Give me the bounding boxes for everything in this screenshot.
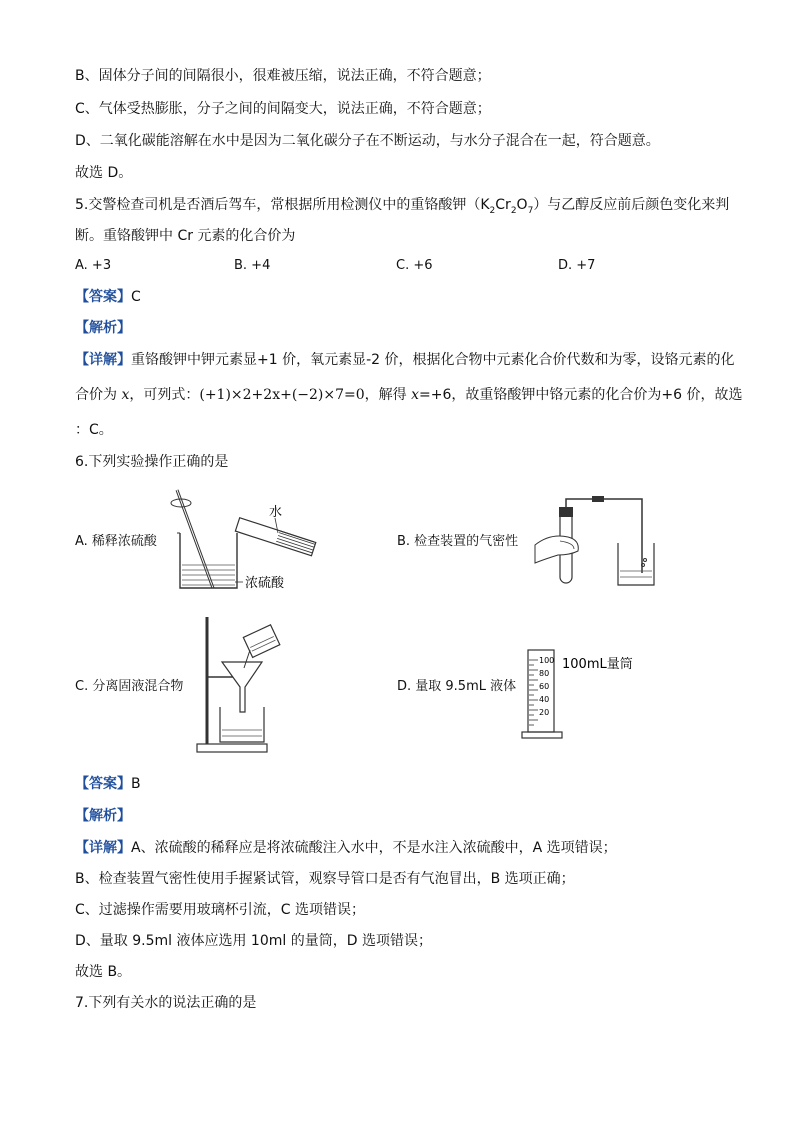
q6-option-a: A. 稀释浓硫酸 bbox=[75, 534, 157, 549]
q5-analysis-tag: 【解析】 bbox=[75, 320, 131, 336]
q6-detail-c: C、过滤操作需要用玻璃杯引流，C 选项错误； bbox=[75, 902, 365, 918]
cylinder-tick-label: 100 bbox=[539, 656, 555, 665]
cylinder-figure bbox=[520, 648, 650, 743]
q6-analysis-tag: 【解析】 bbox=[75, 808, 131, 824]
q5-answer: 【答案】C bbox=[75, 289, 141, 305]
q6-option-b: B. 检查装置的气密性 bbox=[397, 534, 519, 549]
text-line: 故选 D。 bbox=[75, 165, 133, 181]
text-line: B、固体分子间的间隔很小，很难被压缩，说法正确，不符合题意； bbox=[75, 68, 491, 84]
cylinder-tick-label: 20 bbox=[539, 708, 550, 717]
q5-detail-equation-line: 合价为 x，可列式：(+1)×2+2x+(−2)×7=0，解得 x=+6，故重铬酸钾中铬元素的化合价为+6 价，故选 bbox=[75, 387, 743, 403]
q6-option-d: D. 量取 9.5mL 液体 bbox=[397, 679, 517, 694]
filtration-figure bbox=[192, 612, 292, 755]
q5-option-b: B. +4 bbox=[234, 258, 271, 273]
cylinder-label: 100mL量筒 bbox=[562, 657, 633, 672]
q5-option-c: C. +6 bbox=[396, 258, 433, 273]
diluting-acid-figure bbox=[165, 485, 325, 600]
q6-answer: 【答案】B bbox=[75, 776, 141, 792]
q6-detail: 【详解】A、浓硫酸的稀释应是将浓硫酸注入水中，不是水注入浓硫酸中，A 选项错误； bbox=[75, 840, 617, 856]
q5-detail-end: ：C。 bbox=[75, 422, 113, 438]
q6-option-c: C. 分离固液混合物 bbox=[75, 679, 184, 694]
q5-stem-cont: 断。重铬酸钾中 Cr 元素的化合价为 bbox=[75, 228, 296, 244]
q5-option-a: A. +3 bbox=[75, 258, 112, 273]
q6-stem: 6.下列实验操作正确的是 bbox=[75, 454, 229, 470]
text-line: D、二氧化碳能溶解在水中是因为二氧化碳分子在不断运动，与水分子混合在一起，符合题意。 bbox=[75, 133, 660, 149]
cylinder-tick-label: 40 bbox=[539, 695, 550, 704]
q5-stem: 5.交警检查司机是否酒后驾车，常根据所用检测仪中的重铬酸钾$(K_2Cr_2O_7)$与乙醇反应前后颜色变化来判 bbox=[75, 197, 730, 216]
cylinder-tick-label: 80 bbox=[539, 669, 550, 678]
q6-conclusion: 故选 B。 bbox=[75, 964, 132, 980]
acid-label: 浓硫酸 bbox=[245, 576, 285, 591]
q5-detail: 【详解】重铬酸钾中钾元素显+1 价，氧元素显-2 价，根据化合物中元素化合价代数和为零，设铬元素的化 bbox=[75, 352, 735, 368]
airtightness-figure bbox=[530, 493, 660, 588]
water-label: 水 bbox=[269, 505, 283, 520]
q5-option-d: D. +7 bbox=[558, 258, 596, 273]
cylinder-tick-label: 60 bbox=[539, 682, 550, 691]
q6-detail-b: B、检查装置气密性使用手握紧试管，观察导管口是否有气泡冒出，B 选项正确； bbox=[75, 871, 575, 887]
q6-detail-d: D、量取 9.5ml 液体应选用 10ml 的量筒，D 选项错误； bbox=[75, 933, 432, 949]
text-line: C、气体受热膨胀，分子之间的间隔变大，说法正确，不符合题意； bbox=[75, 101, 491, 117]
equation: (+1)×2+2x+(−2)×7=0 bbox=[199, 387, 365, 403]
q7-stem: 7.下列有关水的说法正确的是 bbox=[75, 995, 257, 1011]
